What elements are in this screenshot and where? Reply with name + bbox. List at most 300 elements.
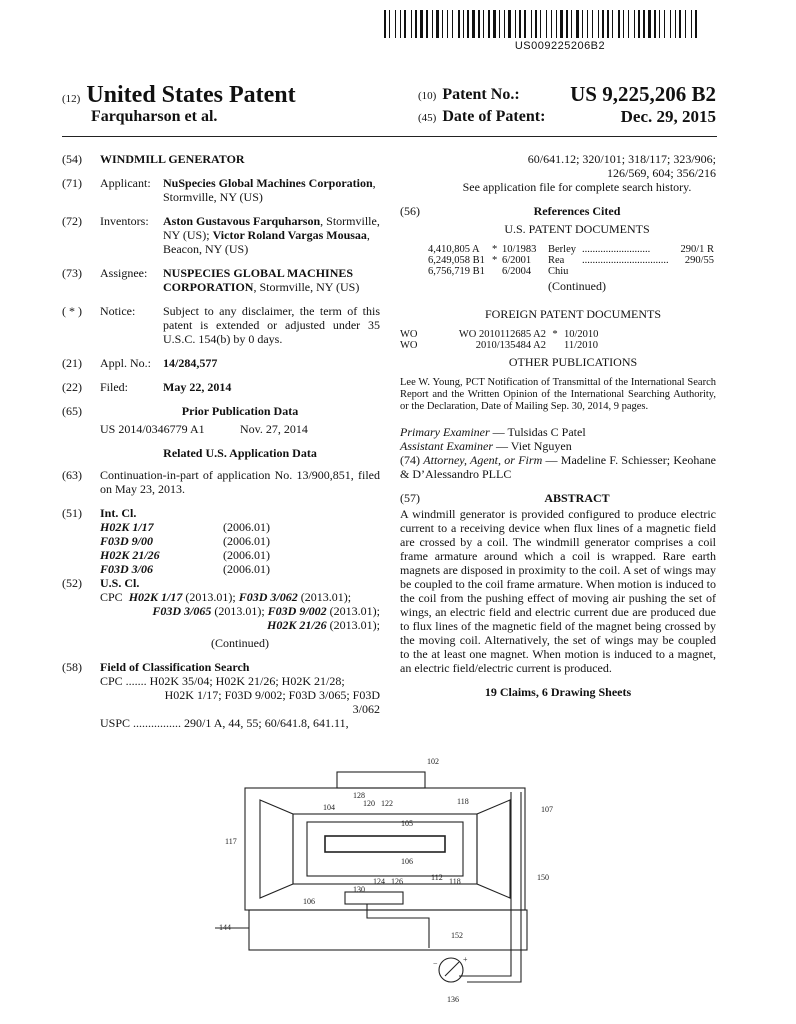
us-doc-name: Rea [548, 255, 565, 266]
barcode-bar [522, 10, 523, 38]
appl-label: Appl. No.: [100, 356, 151, 370]
code-56: (56) [400, 204, 420, 218]
magnet [325, 836, 445, 852]
uscl-line-1 [100, 590, 380, 604]
barcode-bar [387, 10, 388, 38]
barcode-bar [566, 10, 568, 38]
barcode-bar [670, 10, 671, 38]
barcode-bar [551, 10, 552, 38]
barcode-bar [589, 10, 591, 38]
barcode-bar [440, 10, 441, 38]
foreign-doc-country: WO [400, 329, 418, 340]
assistant-examiner [400, 439, 716, 453]
foreign-docs-list [400, 329, 716, 351]
figure-ref-label: 120 [363, 799, 375, 808]
assignee-row [62, 266, 380, 294]
assignee-label: Assignee: [100, 266, 148, 280]
us-doc-star [492, 266, 502, 277]
barcode-bar [531, 10, 532, 38]
intcl-class: H02K 21/26 [100, 548, 160, 562]
barcode-bar [636, 10, 637, 38]
barcode-bar [402, 10, 403, 38]
left-wing [260, 800, 293, 898]
barcode-bar [648, 10, 651, 38]
barcode-bar [672, 10, 674, 38]
us-doc-number: 6,756,719 B1 [428, 266, 485, 277]
intcl-class: F03D 9/00 [100, 534, 154, 548]
notice-text: Subject to any disclaimer, the term of this patent is extended or adjusted under 35 U.S.C. 154(b) by 0 days. [163, 304, 380, 346]
barcode-bar [564, 10, 565, 38]
barcode-bar [691, 10, 692, 38]
barcode-bar [488, 10, 490, 38]
barcode-bar [485, 10, 487, 38]
barcode-bar [679, 10, 681, 38]
barcode-bar [527, 10, 530, 38]
uspc-continued-line: 126/569, 604; 356/216 [606, 166, 716, 180]
code-72: (72) [62, 214, 82, 228]
barcode-bar [449, 10, 451, 38]
right-column [400, 152, 716, 699]
field-row [62, 660, 380, 730]
barcode-bar [499, 10, 500, 38]
barcode-bar [472, 10, 475, 38]
barcode-bar [643, 10, 645, 38]
related-heading: Related U.S. Application Data [163, 446, 317, 460]
barcode-bar [397, 10, 399, 38]
barcode-bar [682, 10, 684, 38]
code-54: (54) [62, 152, 82, 166]
barcode-bar [436, 10, 439, 38]
foreign-doc-number: WO 2010112685 A2 [458, 329, 546, 340]
intcl-row [62, 506, 380, 576]
figure-ref-label: 136 [447, 995, 459, 1004]
barcode-bar [512, 10, 514, 38]
intcl-version: (2006.01) [223, 562, 270, 576]
us-doc-row [428, 244, 716, 255]
us-doc-dots: .......................... [582, 244, 651, 255]
us-doc-row [428, 255, 716, 266]
intcl-item [100, 562, 380, 576]
barcode-bar [483, 10, 484, 38]
barcode-bar [391, 10, 394, 38]
barcode-bar [659, 10, 660, 38]
barcode-bar [646, 10, 647, 38]
barcode-bar [411, 10, 412, 38]
inventors-row [62, 214, 380, 256]
code-45: (45) [418, 112, 437, 124]
references-continued: (Continued) [548, 279, 606, 293]
intcl-label: Int. Cl. [100, 506, 137, 520]
intcl-class: F03D 3/06 [100, 562, 154, 576]
barcode-bar [693, 10, 694, 38]
uscl-block [100, 576, 380, 650]
barcode-bar [458, 10, 460, 38]
barcode-bar [515, 10, 516, 38]
notice-label: Notice: [100, 304, 136, 318]
barcode-bar [592, 10, 593, 38]
barcode-bar [558, 10, 559, 38]
intcl-class: H02K 1/17 [100, 520, 154, 534]
field-block [100, 660, 380, 730]
figure-ref-label: 112 [431, 873, 443, 882]
barcode-bar [618, 10, 620, 38]
barcode-bar [612, 10, 613, 38]
us-doc-class: 290/55 [684, 255, 714, 266]
assignee-location: , Stormville, NY (US) [253, 280, 360, 294]
barcode-bar [470, 10, 471, 38]
cpc-class: F03D 3/062 [238, 590, 298, 604]
code-21: (21) [62, 356, 82, 370]
barcode-bar [413, 10, 414, 38]
figure-ref-label: 150 [537, 873, 549, 882]
uscl-line-2 [100, 604, 380, 618]
figure-ref-label: 122 [381, 799, 393, 808]
cpc-version: (2013.01); [297, 590, 352, 604]
us-doc-dots: ................................. [582, 255, 669, 266]
us-doc-name: Berley [548, 244, 576, 255]
barcode-bar [538, 10, 539, 38]
barcode-bar [675, 10, 676, 38]
references-heading: References Cited [533, 204, 621, 218]
figure-ref-label: 118 [449, 877, 461, 886]
figure-ref-label: 118 [457, 797, 469, 806]
us-doc-date: 10/1983 [502, 244, 537, 255]
foreign-docs-heading: FOREIGN PATENT DOCUMENTS [484, 307, 662, 321]
barcode-bar [426, 10, 428, 38]
barcode-bar [634, 10, 635, 38]
barcode-bar [614, 10, 617, 38]
figure-ref-label: 130 [353, 885, 365, 894]
barcode-bar [623, 10, 624, 38]
barcode-bar [533, 10, 534, 38]
figure-ref-label: + [463, 955, 468, 964]
document-type-text: United States Patent [86, 82, 296, 108]
filed-date: May 22, 2014 [163, 380, 232, 394]
barcode-bar [652, 10, 653, 38]
us-doc-star: * [492, 244, 498, 255]
other-publication-text: Lee W. Young, PCT Notification of Transmittal of the International Search Report and the Written Opinion of the International Searching Authority, or the Declaration, Date of Mailing Sep. 30, 2014, 9 pages. [400, 377, 716, 412]
claims-count: 19 Claims, 6 Drawing Sheets [484, 685, 632, 699]
intcl-version: (2006.01) [223, 548, 270, 562]
prior-pub-number: US 2014/0346779 A1 [100, 422, 205, 436]
intcl-item [100, 520, 380, 534]
title-row [62, 152, 380, 166]
windmill-generator-drawing [215, 748, 585, 1018]
abstract-text: A windmill generator is provided configured to produce electric current to a receiving device when flux lines of a magnetic field are crossed by a coil. The windmill generator comprises a coil frame armature around which a coil is wrapped. Rare earth magnets are disposed in proximity to the coil. A set of wings may be coupled to the coil frame armature. When motion is induced to the coil from the pushing effect of moving air pushing the set of wings, an electric field and electric current due are produced due to flux lines of the magnetic field of the magnet being crossed by the moving coil. Alternatively, the set of wings may be coupled to the at least one magnet. When motion is induced to a magnet, an electric field/electric current is produced. [400, 507, 716, 675]
references-heading-row [400, 204, 716, 218]
barcode-bar [493, 10, 496, 38]
inventors-value [163, 214, 380, 256]
barcode-bar [625, 10, 627, 38]
cpc-class: H02K 21/26 [267, 618, 327, 632]
barcode-bar [497, 10, 498, 38]
foreign-doc-row [400, 329, 716, 340]
barcode-bar [584, 10, 586, 38]
abstract-heading: ABSTRACT [544, 491, 610, 505]
notice-row [62, 304, 380, 346]
barcode-bar [698, 10, 699, 38]
prior-row [62, 404, 380, 418]
barcode-bar [553, 10, 555, 38]
abstract-heading-row [400, 491, 716, 505]
authors: Farquharson et al. [91, 108, 218, 125]
barcode-bar [569, 10, 570, 38]
barcode-bar [573, 10, 575, 38]
figure-ref-label: 104 [323, 803, 335, 812]
foreign-doc-row [400, 340, 716, 351]
field-uspc-line: USPC ................ 290/1 A, 44, 55; 60/641.8, 641.11, [100, 716, 349, 730]
assistant-examiner-label: Assistant Examiner [400, 439, 493, 453]
barcode-bar [582, 10, 583, 38]
coil-frame [293, 814, 477, 884]
right-wing [477, 800, 510, 898]
barcode-bar [685, 10, 686, 38]
barcode-bar [630, 10, 633, 38]
barcode-bar [432, 10, 433, 38]
code-51: (51) [62, 506, 82, 520]
code-65: (65) [62, 404, 82, 418]
barcode-bar [478, 10, 480, 38]
uscl-continued: (Continued) [211, 636, 269, 650]
barcode-bar [504, 10, 505, 38]
attorney [400, 453, 716, 481]
uscl-line-3 [100, 618, 380, 632]
base [249, 910, 527, 950]
patent-no-label [418, 86, 520, 104]
intcl-item [100, 534, 380, 548]
barcode-bar [395, 10, 396, 38]
barcode-bar [506, 10, 507, 38]
barcode-bar [666, 10, 669, 38]
barcode-bar [407, 10, 410, 38]
cpc-version: (2013.01); [211, 604, 268, 618]
barcode-bar [687, 10, 690, 38]
code-12: (12) [62, 93, 81, 105]
barcode-bar [454, 10, 457, 38]
barcode [384, 10, 719, 38]
code-57: (57) [400, 491, 420, 505]
barcode-bar [384, 10, 386, 38]
assignee-name: NUSPECIES GLOBAL MACHINES CORPORATION [163, 266, 354, 294]
barcode-bar [542, 10, 545, 38]
barcode-bar [415, 10, 417, 38]
barcode-bar [695, 10, 697, 38]
barcode-bar [519, 10, 521, 38]
barcode-bar [467, 10, 469, 38]
field-cpc-line: 3/062 [352, 702, 380, 716]
primary-examiner [400, 425, 716, 439]
us-docs-heading: U.S. PATENT DOCUMENTS [504, 222, 650, 236]
us-doc-class: 290/1 R [680, 244, 714, 255]
barcode-bar [556, 10, 557, 38]
barcode-bar [452, 10, 453, 38]
prior-heading: Prior Publication Data [181, 404, 299, 418]
barcode-bar [657, 10, 658, 38]
field-cpc-line: CPC ....... H02K 35/04; H02K 21/26; H02K 21/28; [100, 674, 345, 688]
barcode-bar [508, 10, 511, 38]
uspc-continued-line: 60/641.12; 320/101; 318/117; 323/906; [527, 152, 716, 166]
document-type [62, 82, 296, 109]
barcode-bar [587, 10, 588, 38]
barcode-bar [548, 10, 550, 38]
primary-examiner-label: Primary Examiner [400, 425, 490, 439]
assignee-value [163, 266, 380, 294]
barcode-bar [610, 10, 611, 38]
barcode-bar [535, 10, 537, 38]
us-doc-date: 6/2001 [502, 255, 532, 266]
continuation-row [62, 468, 380, 496]
assistant-examiner-name: — Viet Nguyen [493, 439, 572, 453]
field-label: Field of Classification Search [100, 660, 250, 674]
patent-number: US 9,225,206 B2 [570, 82, 716, 106]
barcode-bar [434, 10, 435, 38]
barcode-bar [654, 10, 656, 38]
code-74: (74) [400, 453, 424, 467]
figure-ref-label: 128 [353, 791, 365, 800]
lead-wire [367, 904, 429, 948]
inventor-2-location: , Beacon, NY (US) [163, 228, 370, 256]
foreign-doc-star: * [552, 329, 558, 340]
barcode-bar [602, 10, 604, 38]
barcode-bar [638, 10, 640, 38]
inventors-label: Inventors: [100, 214, 149, 228]
intcl-version: (2006.01) [223, 520, 270, 534]
meter-needle [445, 962, 459, 976]
barcode-bar [661, 10, 663, 38]
barcode-bar [442, 10, 443, 38]
barcode-bar [429, 10, 431, 38]
inventor-1: Aston Gustavous Farquharson [163, 214, 321, 228]
left-column [62, 152, 380, 740]
applicant-label: Applicant: [100, 176, 151, 190]
barcode-bar [546, 10, 547, 38]
inventor-2: Victor Roland Vargas Mousaa [212, 228, 367, 242]
appl-row [62, 356, 380, 370]
see-application-note: See application file for complete search history. [462, 180, 692, 194]
barcode-bar [517, 10, 518, 38]
code-10: (10) [418, 90, 437, 102]
code-73: (73) [62, 266, 82, 280]
barcode-bar [576, 10, 579, 38]
barcode-bar [524, 10, 526, 38]
code-52: (52) [62, 576, 82, 590]
code-71: (71) [62, 176, 82, 190]
barcode-bar [664, 10, 665, 38]
barcode-number: US009225206B2 [514, 40, 606, 52]
applicant-location: , Stormville, NY (US) [163, 176, 376, 204]
figure-ref-label: 107 [541, 805, 553, 814]
uscl-row [62, 576, 380, 650]
figure-ref-label: 124 [373, 877, 385, 886]
intcl-item [100, 548, 380, 562]
figure-ref-label: − [433, 959, 438, 968]
cpc-version: (2013.01); [326, 618, 380, 632]
us-docs-list [400, 244, 716, 277]
code-22: (22) [62, 380, 82, 394]
barcode-bar [605, 10, 606, 38]
barcode-bar [598, 10, 599, 38]
barcode-bar [389, 10, 390, 38]
patent-date: Dec. 29, 2015 [620, 107, 716, 126]
barcode-bar [463, 10, 464, 38]
barcode-bar [461, 10, 462, 38]
cpc-class: F03D 9/002 [267, 604, 327, 618]
figure-ref-label: 152 [451, 931, 463, 940]
barcode-bar [481, 10, 482, 38]
cpc-class: F03D 3/065 [152, 604, 212, 618]
date-label-text: Date of Patent: [442, 108, 546, 125]
barcode-bar [621, 10, 622, 38]
barcode-bar [594, 10, 597, 38]
us-doc-star: * [492, 255, 498, 266]
barcode-bar [600, 10, 601, 38]
barcode-bar [476, 10, 477, 38]
foreign-doc-date: 10/2010 [564, 329, 599, 340]
cpc-version: (2013.01); [326, 604, 380, 618]
us-doc-date: 6/2004 [502, 266, 532, 277]
barcode-bar [420, 10, 423, 38]
foreign-doc-date: 11/2010 [564, 340, 599, 351]
filed-row [62, 380, 380, 394]
attorney-name: — Madeline F. Schiesser; Keohane & D’Alessandro PLLC [400, 453, 716, 481]
appl-number: 14/284,577 [163, 356, 218, 370]
intcl-version: (2006.01) [223, 534, 270, 548]
figure-ref-label: 105 [401, 819, 413, 828]
barcode-bar [501, 10, 503, 38]
other-publications-heading: OTHER PUBLICATIONS [508, 355, 638, 369]
inventor-1-location: , Stormville, NY (US); [163, 214, 380, 242]
barcode-bar [444, 10, 446, 38]
primary-examiner-name: — Tulsidas C Patel [489, 425, 586, 439]
lead-wire [467, 792, 521, 982]
applicant-row [62, 176, 380, 204]
patent-no-label-text: Patent No.: [442, 86, 520, 103]
barcode-bar [580, 10, 581, 38]
foreign-doc-star [546, 340, 564, 351]
coil-winding [307, 822, 463, 876]
barcode-bar [400, 10, 401, 38]
cpc-class: H02K 1/17 [128, 590, 183, 604]
barcode-bar [404, 10, 406, 38]
barcode-bar [491, 10, 492, 38]
barcode-bar [447, 10, 448, 38]
code-notice: ( * ) [62, 304, 82, 318]
barcode-bar [628, 10, 629, 38]
applicant-name: NuSpecies Global Machines Corporation [163, 176, 373, 190]
us-doc-row [428, 266, 716, 277]
barcode-bar [424, 10, 425, 38]
field-cpc-line: H02K 1/17; F03D 9/002; F03D 3/065; F03D [164, 688, 380, 702]
barcode-bar [571, 10, 572, 38]
barcode-bar [641, 10, 642, 38]
cpc-version: (2013.01); [182, 590, 239, 604]
figure-ref-label: 144 [219, 923, 231, 932]
barcode-bar [465, 10, 466, 38]
prior-pub-row [62, 422, 380, 436]
figure-ref-label: 102 [427, 757, 439, 766]
date-label [418, 108, 545, 126]
attorney-label: Attorney, Agent, or Firm [423, 453, 543, 467]
prior-pub-date: Nov. 27, 2014 [240, 422, 308, 436]
code-63: (63) [62, 468, 82, 482]
barcode-bar [418, 10, 419, 38]
barcode-bar [607, 10, 609, 38]
cpc-label: CPC [100, 590, 123, 604]
applicant-value [163, 176, 380, 204]
figure-ref-label: 126 [391, 877, 403, 886]
header-rule [62, 136, 717, 137]
foreign-doc-country: WO [400, 340, 418, 351]
